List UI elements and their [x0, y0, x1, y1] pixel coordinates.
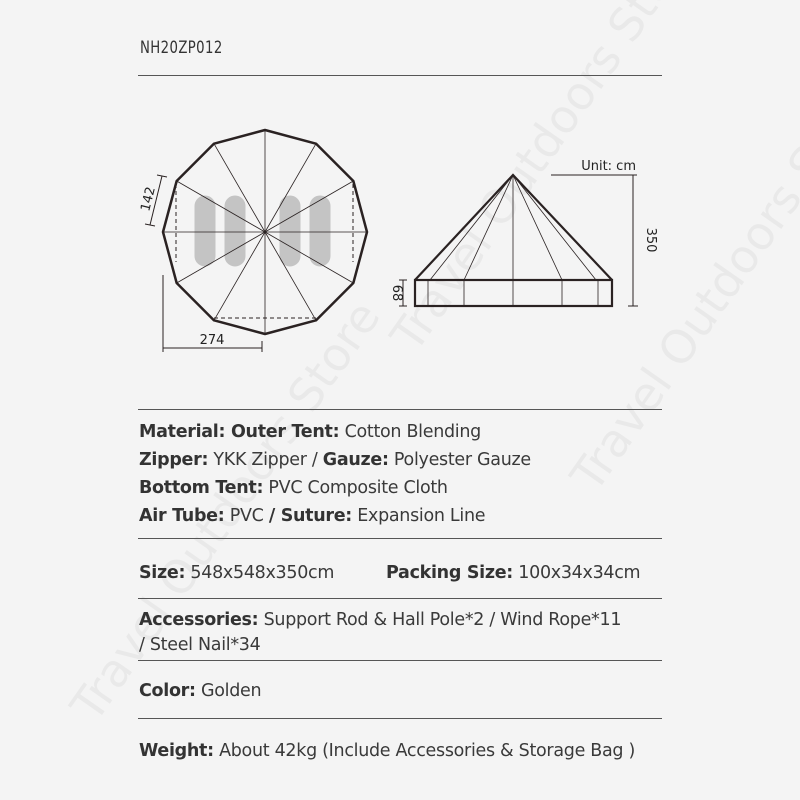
side-view [399, 175, 638, 306]
color-row: Color: Golden [139, 681, 262, 701]
divider [138, 660, 662, 661]
spoke [177, 181, 265, 232]
divider [138, 598, 662, 599]
material-row: Material: Outer Tent: Cotton Blending [139, 422, 481, 442]
side-length-label: 142 [138, 185, 159, 214]
unit-label: Unit: cm [581, 159, 636, 174]
zipper-row: Zipper: YKK Zipper / Gauze: Polyester Gauze [139, 450, 531, 470]
bottom-tent-row: Bottom Tent: PVC Composite Cloth [139, 478, 448, 498]
top-view [145, 130, 367, 352]
air-tube-row: Air Tube: PVC / Suture: Expansion Line [139, 506, 486, 526]
wall-height-label: 68 [389, 284, 404, 302]
divider [138, 409, 662, 410]
size-row: Size: 548x548x350cm [139, 563, 335, 583]
divider [138, 538, 662, 539]
divider [138, 718, 662, 719]
model-number: NH20ZP012 [140, 38, 223, 58]
half-width-label: 274 [199, 333, 225, 348]
packing-size-row: Packing Size: 100x34x34cm [386, 563, 641, 583]
accessories-row-cont: / Steel Nail*34 [139, 635, 261, 655]
spoke [265, 181, 353, 232]
accessories-row: Accessories: Support Rod & Hall Pole*2 / Wind Rope*11 [139, 610, 622, 630]
height-label: 350 [643, 227, 658, 253]
spoke [177, 232, 265, 283]
weight-row: Weight: About 42kg (Include Accessories & Storage Bag ) [139, 741, 636, 761]
spoke [265, 232, 353, 283]
